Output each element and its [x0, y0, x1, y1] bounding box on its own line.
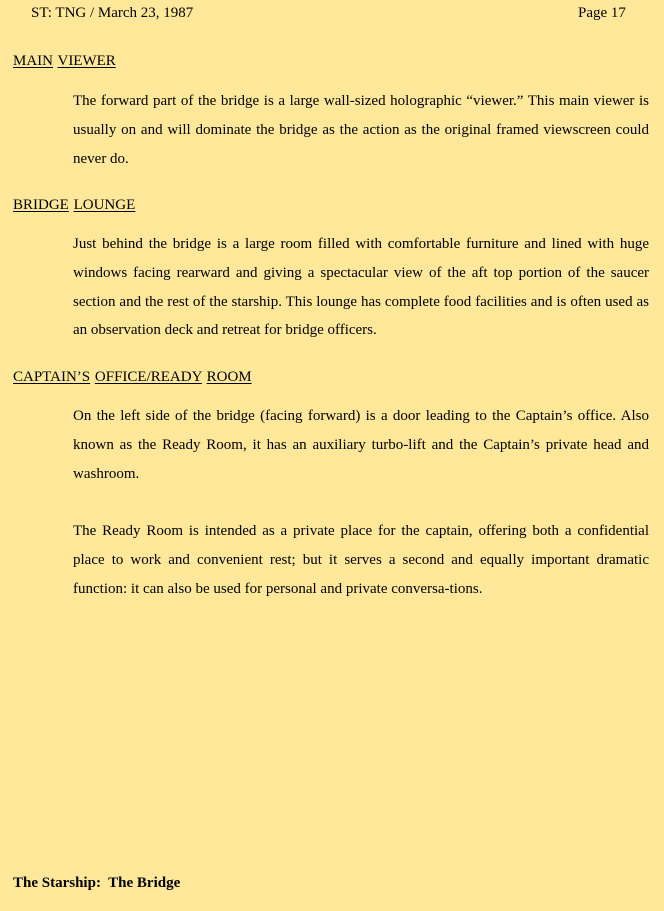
paragraph-ready-room: The Ready Room is intended as a private place for the captain, offering both a confidential place to work and convenient rest; but it serves a second and equally important dramatic function: it can also be used for personal and private conversa-tions. [73, 523, 649, 597]
paragraph-bridge-lounge: Just behind the bridge is a large room filled with comfortable furniture and lined with huge windows facing rearward and giving a spectacular view of the aft top portion of the saucer section and the rest of the starship. This lounge has complete food facilities and is often used as an observation deck and retreat for bridge officers. [73, 236, 649, 339]
heading-word: OFFICE/READY [94, 369, 202, 385]
page-footer: The Starship: The Bridge [13, 875, 181, 891]
paragraph-main-viewer: The forward part of the bridge is a large wall-sized holographic “viewer.” This main viewer is usually on and will dominate the bridge as the action as the original framed viewscreen could never do. [73, 93, 649, 167]
section-heading-bridge-lounge [13, 197, 135, 214]
heading-word: VIEWER [57, 53, 116, 69]
heading-word: MAIN [13, 53, 53, 69]
page-number: Page 17 [578, 5, 626, 21]
heading-word: CAPTAIN’S [13, 369, 91, 385]
heading-word: LOUNGE [73, 197, 136, 213]
header-title: ST: TNG / March 23, 1987 [31, 5, 194, 21]
heading-word: BRIDGE [13, 197, 69, 213]
paragraph-captains-office: On the left side of the bridge (facing forward) is a door leading to the Captain’s office. Also known as the Ready Room, it has an auxiliary turbo-lift and the Captain’s private head and washroom. [73, 408, 649, 482]
heading-word: ROOM [206, 369, 252, 385]
section-heading-captains-office [13, 369, 252, 386]
section-heading-main-viewer [13, 53, 116, 70]
